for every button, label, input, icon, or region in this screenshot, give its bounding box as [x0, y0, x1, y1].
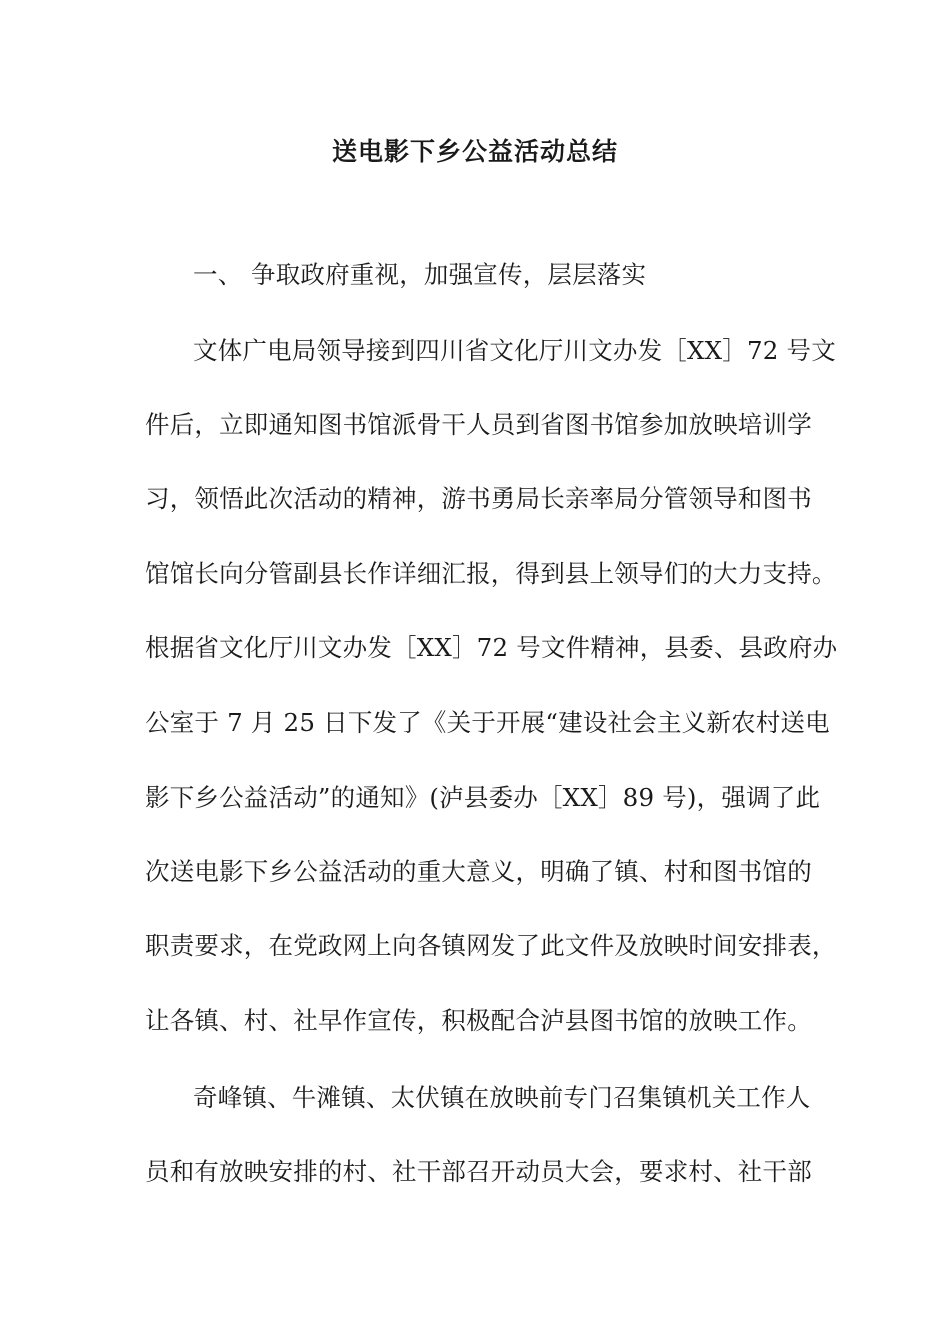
paragraph-line: 根据省文化厅川文办发［XX］72 号文件精神，县委、县政府办	[145, 633, 838, 662]
paragraph-line: 文体广电局领导接到四川省文化厅川文办发［XX］72 号文	[193, 336, 836, 365]
paragraph-line: 员和有放映安排的村、社干部召开动员大会，要求村、社干部	[145, 1157, 812, 1186]
paragraph-line: 奇峰镇、牛滩镇、太伏镇在放映前专门召集镇机关工作人	[193, 1083, 811, 1112]
paragraph-line: 职责要求，在党政网上向各镇网发了此文件及放映时间安排表，	[145, 931, 837, 960]
paragraph-line: 次送电影下乡公益活动的重大意义，明确了镇、村和图书馆的	[145, 857, 812, 886]
section-number: 一、	[193, 260, 243, 289]
document-title: 送电影下乡公益活动总结	[331, 137, 618, 166]
paragraph-line: 习，领悟此次活动的精神，游书勇局长亲率局分管领导和图书	[145, 484, 812, 513]
section-heading	[193, 257, 646, 293]
paragraph-line: 影下乡公益活动”的通知》(泸县委办［XX］89 号)，强调了此	[145, 783, 821, 812]
paragraph-line: 馆馆长向分管副县长作详细汇报，得到县上领导们的大力支持。	[145, 559, 837, 588]
paragraph-line: 件后，立即通知图书馆派骨干人员到省图书馆参加放映培训学	[145, 410, 812, 439]
section-heading-text: 争取政府重视，加强宣传，层层落实	[251, 260, 647, 289]
paragraph-line: 公室于 7 月 25 日下发了《关于开展“建设社会主义新农村送电	[145, 708, 830, 737]
paragraph-line: 让各镇、村、社早作宣传，积极配合泸县图书馆的放映工作。	[145, 1006, 812, 1035]
